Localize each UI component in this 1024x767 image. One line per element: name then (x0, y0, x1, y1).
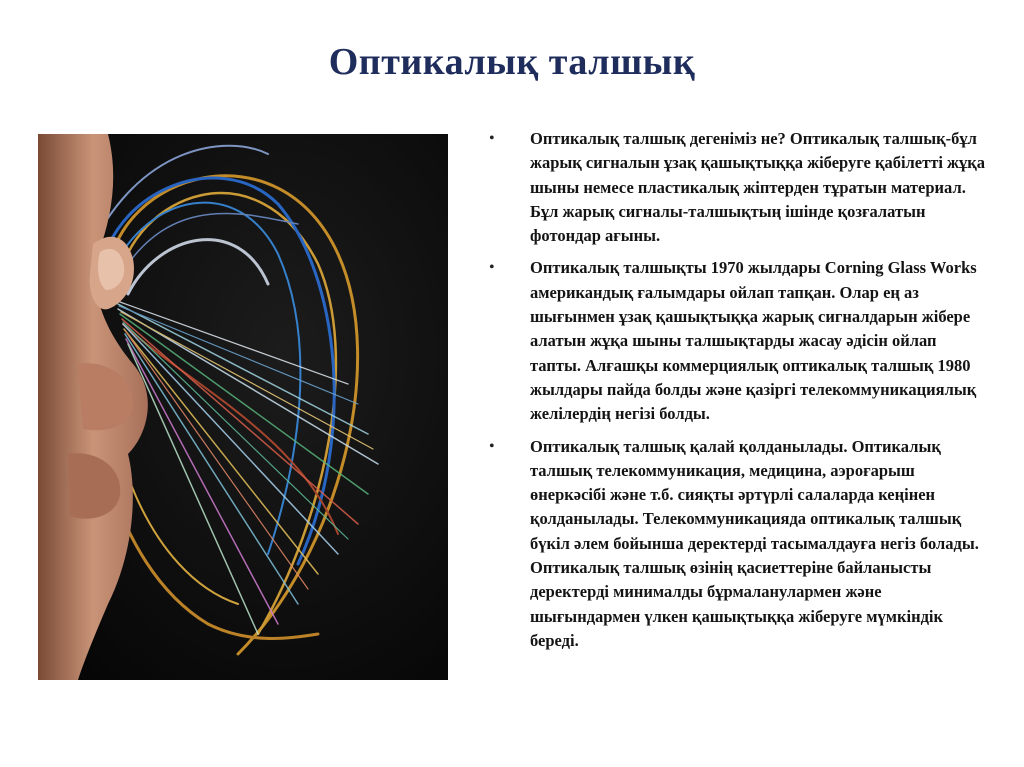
slide-title: Оптикалық талшық (328, 41, 696, 83)
fiber-optic-illustration (38, 134, 448, 680)
bullet-text: Оптикалық талшық қалай қолданылады. Оптикалық талшық телекоммуникация, медицина, аэроғарыш өнеркәсібі және т.б. сияқты әртүрлі салаларда кеңінен қолданылады. Телекоммуникацияда оптикалық талшық бүкіл әлем бойынша деректерді тасымалдауға негіз болады. Оптикалық талшық өзінің қасиеттеріне байланысты деректерді минималды бұрмаланулармен және шығындармен үлкен қашықтыққа жіберуге мүмкіндік береді. (530, 436, 979, 650)
fiber-optic-photo (38, 134, 448, 680)
bullet-item (488, 435, 988, 654)
bullet-item (488, 256, 988, 426)
bullet-text: Оптикалық талшық дегеніміз не? Оптикалық талшық-бұл жарық сигналын ұзақ қашықтыққа жіберуге қабілетті жұқа шыны немесе пластикалық жіптерден тұратын материал. Бұл жарық сигналы-талшықтың ішінде қозғалатын фотондар ағыны. (530, 129, 986, 246)
bullet-item (488, 127, 988, 248)
bullet-text: Оптикалық талшықты 1970 жылдары Corning Glass Works американдық ғалымдары ойлап тапқан. Олар ең аз шығынмен ұзақ қашықтыққа жарық сигналдарын жібере алатын жұқа шыны талшықтарды жасау әдісін ойлап тапты. Алғашқы коммерциялық оптикалық талшық 1980 жылдары пайда болды және қазіргі телекоммуникациялық желілердің негізі болды. (530, 258, 977, 424)
bullet-list (488, 127, 988, 661)
bullet-marker: • (489, 437, 495, 455)
bullet-marker: • (489, 259, 495, 277)
bullet-marker: • (489, 130, 495, 147)
